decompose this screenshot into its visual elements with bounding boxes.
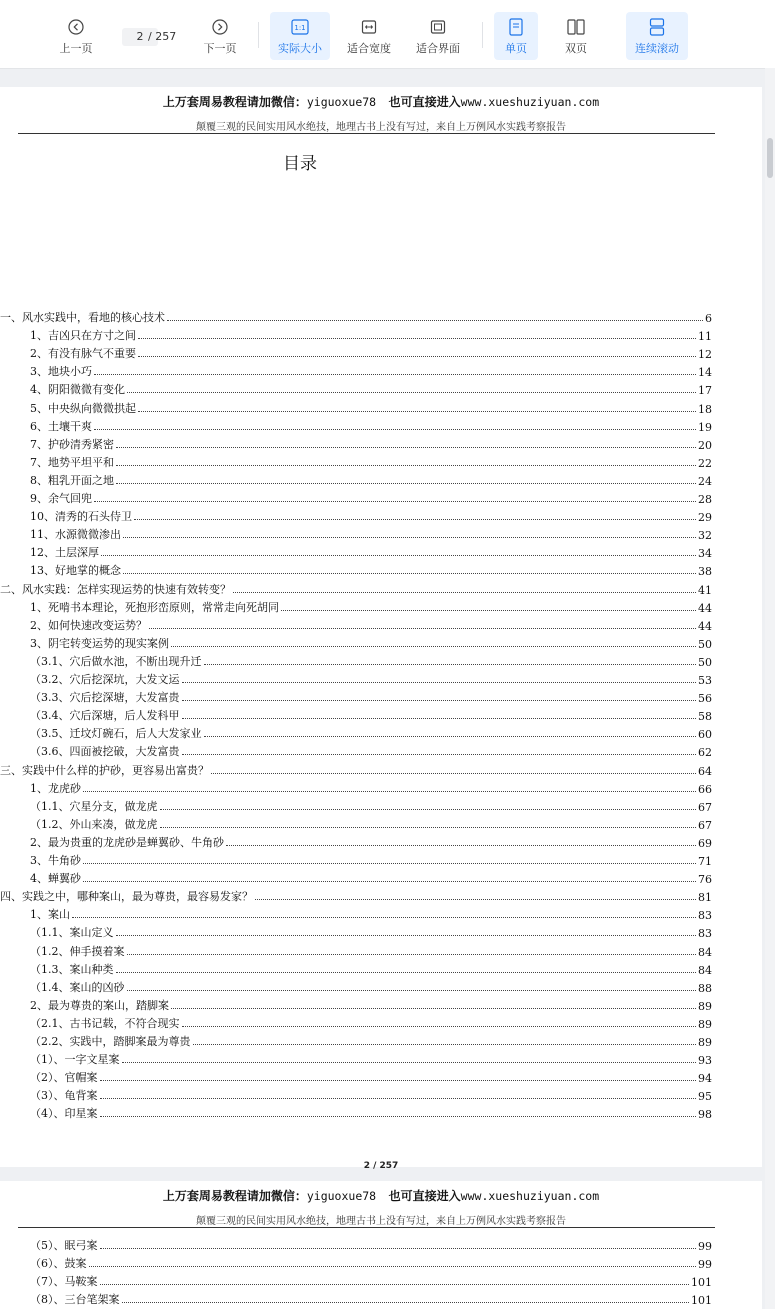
toc-entry[interactable]	[0, 506, 712, 524]
toc-entry-label: （1.2、伸手摸着案	[30, 944, 125, 958]
toc-entry-page: 50	[698, 637, 712, 651]
toc-entry-page: 64	[698, 764, 712, 778]
toc-entry-label: 4、蝉翼砂	[30, 872, 81, 886]
toc-entry-label: 7、护砂清秀紧密	[30, 437, 114, 451]
double-page-label: 双页	[565, 41, 587, 55]
toc-entry[interactable]	[0, 687, 712, 705]
toc-entry-label: （2.1、古书记载，不符合现实	[30, 1016, 180, 1030]
toc-entry[interactable]	[0, 307, 712, 325]
toc-entry-label: 2、有没有脉气不重要	[30, 347, 136, 361]
toc-leader-dots	[160, 809, 697, 810]
header-rule	[18, 1227, 715, 1228]
toc-entry[interactable]	[0, 597, 712, 615]
toc-entry-label: 7、地势平坦平和	[30, 455, 114, 469]
toc-entry-page: 99	[698, 1240, 712, 1253]
actual-size-icon	[290, 17, 310, 37]
toc-entry[interactable]	[0, 470, 712, 488]
page-footer: 2 / 257	[363, 1161, 399, 1171]
toc-leader-dots	[226, 845, 696, 846]
toc-entry-page: 34	[698, 547, 712, 561]
toc-entry-page: 71	[698, 855, 712, 868]
header-text-mid: 也可直接进入	[388, 95, 461, 109]
actual-size-button[interactable]	[270, 12, 330, 60]
toc-entry-page: 94	[698, 1072, 712, 1086]
toc-entry-page: 99	[698, 1258, 712, 1272]
toc-entry-label: 1、龙虎砂	[30, 781, 81, 795]
toc-entry[interactable]	[0, 560, 712, 578]
toc-leader-dots	[204, 664, 697, 665]
toc-entry-label: （3.6、四面被挖破，大发富贵	[30, 745, 180, 759]
continuous-scroll-button[interactable]	[626, 12, 688, 60]
toc-leader-dots	[100, 1080, 697, 1081]
toc-entry-page: 66	[698, 782, 712, 796]
toc-entry-page: 56	[698, 692, 712, 706]
toc-entry[interactable]	[0, 524, 712, 542]
document-page	[0, 87, 762, 1171]
single-page-label: 单页	[505, 41, 527, 55]
toc-leader-dots	[281, 610, 696, 611]
toc-entry-label: （1）、一字文星案	[30, 1053, 120, 1067]
toc-entry-label: （5）、眠弓案	[30, 1239, 98, 1252]
toc-leader-dots	[127, 954, 697, 955]
toc-entry[interactable]	[0, 814, 712, 832]
toc-entry-label: （1.4、案山的凶砂	[30, 980, 125, 994]
toc-entry-page: 53	[698, 674, 712, 687]
single-page-button[interactable]	[494, 12, 538, 60]
toc-leader-dots	[94, 501, 696, 502]
toc-entry[interactable]	[0, 723, 712, 741]
toc-entry-label: （3.3、穴后挖深塘，大发富贵	[30, 691, 180, 705]
toc-leader-dots	[116, 465, 696, 466]
toc-entry-label: 2、最为尊贵的案山，踏脚案	[30, 998, 169, 1012]
header-text: 上万套周易教程请加微信：	[162, 1189, 307, 1203]
toolbar-divider	[258, 22, 259, 48]
prev-page-button[interactable]	[58, 12, 94, 60]
toc-entry[interactable]	[0, 615, 712, 633]
toc-entry-page: 17	[698, 384, 712, 398]
toc-entry-page: 11	[698, 330, 712, 344]
toc-entry-label: 10、清秀的石头侍卫	[30, 510, 132, 524]
toc-entry-label: 13、好地掌的概念	[30, 564, 121, 578]
toc-entry[interactable]	[0, 868, 712, 886]
toc-leader-dots	[182, 718, 697, 719]
toc-entry-label: 11、水源微微渗出	[30, 528, 121, 542]
toc-entry[interactable]	[0, 579, 712, 597]
toc-entry-page: 67	[698, 818, 712, 832]
page-subheader: 颠覆三观的民间实用风水绝技，地理古书上没有写过，来自上万例风水实践考察报告	[196, 1216, 566, 1227]
toc-entry-label: 二、风水实践：怎样实现运势的快速有效转变？	[0, 582, 231, 596]
header-url: www.xueshuziyuan.com	[460, 95, 600, 109]
toc-entry-label: 四、实践之中，哪种案山，最为尊贵，最容易发家？	[0, 890, 253, 904]
fit-width-button[interactable]	[341, 12, 397, 60]
actual-size-label: 实际大小	[278, 41, 322, 55]
toc-entry[interactable]	[0, 760, 712, 778]
toc-entry-page: 44	[698, 601, 712, 615]
toc-entry-page: 84	[698, 963, 712, 977]
toc-entry[interactable]	[0, 796, 712, 814]
toc-leader-dots	[182, 754, 697, 755]
page-subheader: 颠覆三观的民间实用风水绝技，地理古书上没有写过，来自上万例风水实践考察报告	[196, 122, 566, 133]
toc-entry-label: 6、土壤干爽	[30, 419, 92, 433]
toc-entry[interactable]	[0, 1271, 712, 1289]
page-total: / 257	[148, 30, 177, 43]
toc-entry-page: 12	[698, 348, 712, 362]
toc-entry-page: 24	[698, 474, 712, 488]
toc-leader-dots	[123, 537, 696, 538]
toc-leader-dots	[116, 935, 697, 936]
toc-entry-label: （1.1、穴星分支，做龙虎	[30, 799, 158, 813]
continuous-scroll-label: 连续滚动	[635, 41, 679, 55]
toc-entry-page: 14	[698, 366, 712, 380]
toc-leader-dots	[123, 573, 696, 574]
toc-entry-label: 3、地块小巧	[30, 365, 92, 379]
toc-entry-label: 1、死啃书本理论，死抱形峦原则，常常走向死胡同	[30, 600, 279, 614]
toc-entry[interactable]	[0, 542, 712, 560]
toc-entry-page: 101	[691, 1276, 712, 1290]
viewer-toolbar	[0, 0, 775, 69]
toc-leader-dots	[182, 1026, 697, 1027]
toc-entry[interactable]	[0, 416, 712, 434]
toc-entry[interactable]	[0, 995, 712, 1013]
fit-width-icon	[359, 17, 379, 37]
toc-entry-label: （1.1、案山定义	[30, 926, 114, 940]
scrollbar-thumb[interactable]	[767, 138, 773, 178]
toc-entry-label: （3.5、迁坟灯碗石，后人大发家业	[30, 727, 202, 741]
toc-entry[interactable]	[0, 452, 712, 470]
toc-entry[interactable]	[0, 922, 712, 940]
toc-entry-label: （6）、鼓案	[30, 1257, 87, 1271]
toc-entry-page: 95	[698, 1090, 712, 1104]
toc-entry[interactable]	[0, 379, 712, 397]
toc-entry-label: （3）、龟背案	[30, 1089, 98, 1103]
toc-entry-page: 67	[698, 800, 712, 814]
toc-entry-page: 101	[691, 1294, 712, 1308]
header-wechat: yiguoxue78	[306, 1189, 377, 1203]
toc-leader-dots	[167, 320, 703, 321]
toc-leader-dots	[72, 917, 696, 918]
toc-leader-dots	[94, 429, 696, 430]
toc-entry[interactable]	[0, 1013, 712, 1031]
toc-leader-dots	[116, 972, 697, 973]
header-text: 上万套周易教程请加微信：	[162, 95, 307, 109]
toc-leader-dots	[100, 1248, 697, 1249]
toc-entry-label: 4、阴阳微微有变化	[30, 383, 125, 397]
page-number-input[interactable]: 2	[122, 28, 158, 46]
toc-entry-page: 58	[698, 710, 712, 724]
toc-entry-page: 41	[698, 583, 712, 597]
toc-entry[interactable]	[0, 886, 712, 904]
toc-entry-label: （8）、三台笔架案	[30, 1293, 120, 1307]
toc-leader-dots	[83, 881, 696, 882]
header-url: www.xueshuziyuan.com	[460, 1189, 600, 1203]
toc-leader-dots	[233, 592, 696, 593]
toc-entry[interactable]	[0, 633, 712, 651]
toolbar-divider	[482, 22, 483, 48]
toc-entry-page: 89	[698, 1017, 712, 1031]
toc-leader-dots	[138, 356, 696, 357]
scrollbar[interactable]	[765, 68, 775, 1309]
toc-entry[interactable]	[0, 1253, 712, 1271]
chevron-right-circle-icon	[210, 17, 230, 37]
toc-entry[interactable]	[0, 1085, 712, 1103]
toc-entry-label: 三、实践中什么样的护砂，更容易出富贵？	[0, 763, 209, 777]
toc-entry[interactable]	[0, 904, 712, 922]
toc-entry[interactable]	[0, 488, 712, 506]
toc-entry-label: 3、阴宅转变运势的现实案例	[30, 636, 169, 650]
toc-leader-dots	[100, 1116, 697, 1117]
prev-page-label: 上一页	[59, 41, 93, 55]
toc-leader-dots	[122, 1302, 690, 1303]
document-page	[0, 1181, 762, 1309]
page-header	[0, 93, 762, 110]
toc-entry-page: 6	[705, 312, 712, 325]
toc-entry[interactable]	[0, 343, 712, 361]
toc-entry-label: （3.4、穴后深塘，后人发科甲	[30, 709, 180, 723]
toc-entry-page: 44	[698, 619, 712, 633]
toc-entry[interactable]	[0, 959, 712, 977]
toc-leader-dots	[149, 628, 696, 629]
toc-leader-dots	[211, 773, 696, 774]
toc-entry-page: 89	[698, 1036, 712, 1049]
actual-size-glyph: 1:1	[294, 23, 306, 32]
toc-entry-label: （2）、官帽案	[30, 1071, 98, 1085]
toc-entry-page: 88	[698, 981, 712, 995]
toc-leader-dots	[127, 990, 697, 991]
toc-entry-label: （1.2、外山来凑，做龙虎	[30, 817, 158, 831]
toc-entry-page: 83	[698, 909, 712, 923]
toc-leader-dots	[116, 483, 696, 484]
toc-leader-dots	[193, 1044, 697, 1045]
toc-entry[interactable]	[0, 1049, 712, 1067]
toc-entry-page: 38	[698, 565, 712, 579]
toc-entry-label: 3、牛角砂	[30, 854, 81, 867]
toc-leader-dots	[134, 519, 696, 520]
fit-window-button[interactable]	[410, 12, 466, 60]
single-page-icon	[506, 17, 526, 37]
toc-entry[interactable]	[0, 941, 712, 959]
toc-entry-page: 89	[698, 999, 712, 1013]
toc-leader-dots	[171, 1008, 696, 1009]
header-wechat: yiguoxue78	[306, 95, 377, 109]
toc-leader-dots	[100, 1098, 697, 1099]
toc-entry-page: 28	[698, 493, 712, 506]
toc-entry-page: 84	[698, 945, 712, 959]
toc-leader-dots	[89, 1266, 697, 1267]
continuous-scroll-icon	[647, 17, 667, 37]
toc-entry-label: （3.2、穴后挖深坑，大发文运	[30, 673, 180, 686]
toc-entry-page: 81	[698, 891, 712, 905]
toc-leader-dots	[101, 555, 696, 556]
toc-entry-label: （3.1、穴后做水池，不断出现升迁	[30, 654, 202, 668]
fit-width-label: 适合宽度	[347, 41, 391, 55]
toc-leader-dots	[116, 447, 696, 448]
toc-leader-dots	[127, 392, 696, 393]
toc-entry-page: 19	[698, 420, 712, 434]
toc-leader-dots	[138, 338, 696, 339]
toc-entry-label: （7）、马鞍案	[30, 1275, 98, 1289]
toc-entry-label: （2.2、实践中，踏脚案最为尊贵	[30, 1035, 191, 1048]
toc-leader-dots	[182, 700, 697, 701]
toc-leader-dots	[171, 646, 696, 647]
toc-entry[interactable]	[0, 705, 712, 723]
next-page-button[interactable]	[200, 12, 240, 60]
toc-entry-page: 69	[698, 836, 712, 850]
toc-entry-label: 一、风水实践中，看地的核心技术	[0, 311, 165, 324]
toc-entry[interactable]	[0, 832, 712, 850]
toc-entry[interactable]	[0, 398, 712, 416]
toc-entry[interactable]	[0, 361, 712, 379]
toc-leader-dots	[100, 1284, 690, 1285]
toc-entry-page: 18	[698, 402, 712, 416]
toc-leader-dots	[94, 374, 696, 375]
toc-entry[interactable]	[0, 434, 712, 452]
toc-entry-page: 93	[698, 1054, 712, 1068]
toc-entry[interactable]	[0, 1289, 712, 1307]
toc-entry-label: 5、中央纵向微微拱起	[30, 401, 136, 415]
double-page-button[interactable]	[554, 12, 598, 60]
toc-entry[interactable]	[0, 977, 712, 995]
toc-leader-dots	[83, 791, 696, 792]
page-header	[0, 1187, 762, 1204]
toc-entry[interactable]	[0, 1235, 712, 1253]
toc-entry-label: 2、如何快速改变运势？	[30, 618, 147, 632]
header-text-mid: 也可直接进入	[388, 1189, 461, 1203]
toc-entry-label: 8、粗乳开面之地	[30, 473, 114, 487]
toc-entry[interactable]	[0, 1031, 712, 1049]
toc-entry-page: 76	[698, 873, 712, 887]
page-title: 目录	[283, 154, 317, 174]
toc-entry-page: 62	[698, 746, 712, 760]
fit-window-icon	[428, 17, 448, 37]
toc-entry-label: 12、土层深厚	[30, 546, 99, 560]
toc-leader-dots	[122, 1062, 697, 1063]
fit-window-label: 适合界面	[416, 41, 460, 55]
toc-entry[interactable]	[0, 741, 712, 759]
toc-leader-dots	[204, 736, 697, 737]
toc-entry-label: （1.3、案山种类	[30, 962, 114, 976]
toc-entry-page: 22	[698, 456, 712, 470]
toc-entry[interactable]	[0, 1103, 712, 1121]
toc-entry-label: 2、最为贵重的龙虎砂是蝉翼砂、牛角砂	[30, 835, 224, 849]
toc-entry-page: 60	[698, 728, 712, 742]
toc-entry-label: 1、吉凶只在方寸之间	[30, 329, 136, 343]
toc-entry[interactable]	[0, 651, 712, 669]
toc-leader-dots	[255, 899, 696, 900]
toc-entry[interactable]	[0, 850, 712, 868]
toc-entry-page: 29	[698, 511, 712, 525]
next-page-label: 下一页	[203, 41, 237, 55]
toc-entry[interactable]	[0, 325, 712, 343]
toc-entry-page: 50	[698, 655, 712, 669]
toc-entry-label: （4）、印星案	[30, 1107, 98, 1121]
toc-leader-dots	[83, 863, 696, 864]
toc-entry-page: 32	[698, 529, 712, 543]
toc-entry-label: 1、案山	[30, 908, 70, 922]
toc-leader-dots	[138, 411, 696, 412]
toc-entry[interactable]	[0, 669, 712, 687]
toc-entry-page: 83	[698, 927, 712, 941]
toc-entry-page: 20	[698, 438, 712, 452]
chevron-left-circle-icon	[66, 17, 86, 37]
double-page-icon	[566, 17, 586, 37]
toc-entry[interactable]	[0, 1067, 712, 1085]
toc-entry-page: 98	[698, 1108, 712, 1122]
toc-entry[interactable]	[0, 778, 712, 796]
toc-entry-label: 9、余气回兜	[30, 492, 92, 505]
header-rule	[18, 133, 715, 134]
toc-leader-dots	[182, 682, 697, 683]
toc-leader-dots	[160, 827, 697, 828]
